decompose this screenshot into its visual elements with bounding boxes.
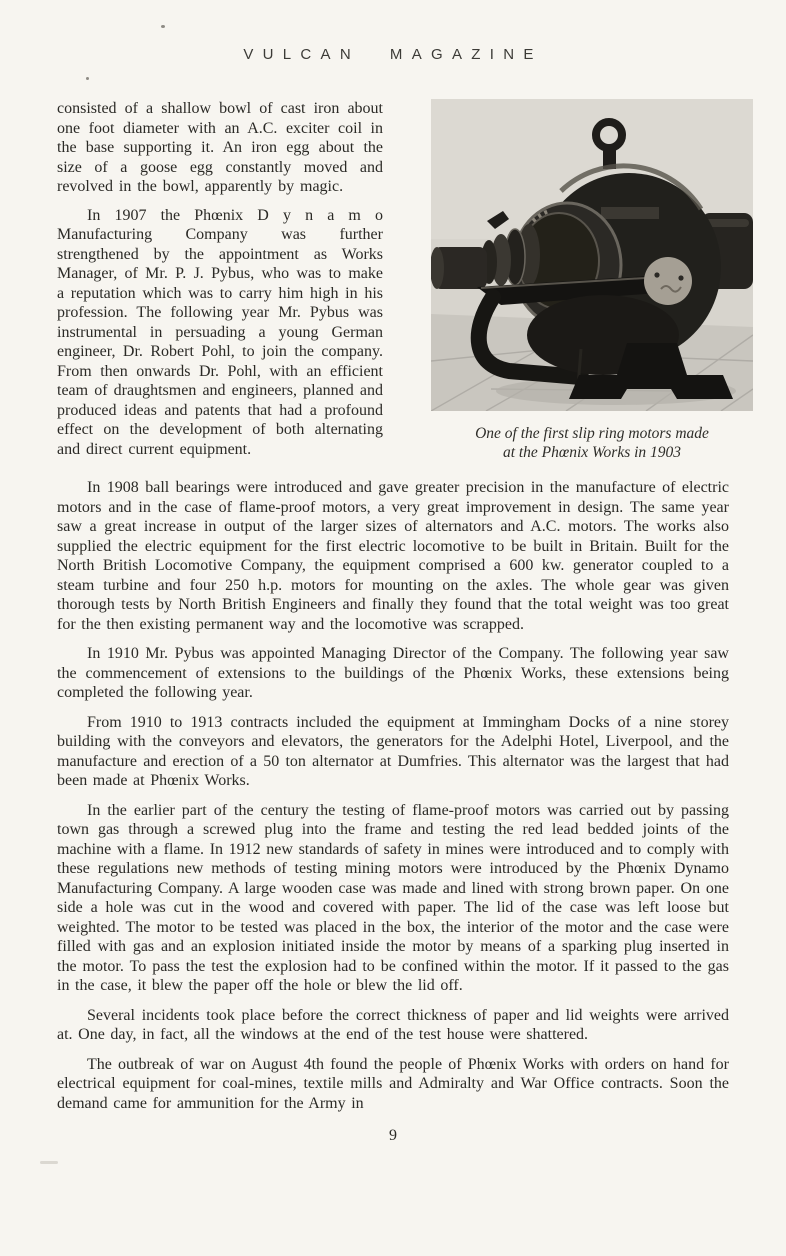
body-paragraph: In 1910 Mr. Pybus was appointed Managing Director of the Company. The following year saw the commencement of extensions to the buildings of the Phœnix Works, these extensions being completed the following year.: [57, 645, 729, 701]
body-paragraph: In 1907 the Phœnix D y n a m o Manufacturing Company was further strengthened by the appointment as Works Manager, of Mr. P. J. Pybus, who was to make a reputation which was to carry him high in his profession. The following year Mr. Pybus was instrumental in persuading a young German engineer, Dr. Robert Pohl, to join the company. From then onwards Dr. Pohl, with an efficient team of draughtsmen and engineers, planned and produced ideas and patents that had a profound effect on the development of both alternating and direct current equipment.: [57, 206, 383, 458]
scan-smudge: [40, 1161, 58, 1164]
scan-speck: [86, 77, 89, 80]
caption-line: One of the first slip ring motors made: [475, 425, 709, 442]
slip-ring-motor-photograph: [431, 99, 753, 411]
body-paragraph: In the earlier part of the century the testing of flame-proof motors was carried out by passing town gas through a screwed plug into the frame and testing the red lead bedded joints of the machine with a flame. In 1912 new standards of safety in mines were introduced and to comply with these regulations new methods of testing mining motors were introduced by the Phœnix Dynamo Manufacturing Company. A large wooden case was made and lined with strong brown paper. On one side a hole was cut in the wood and covered with paper. The lid of the case was left loose but weighted. The motor to be tested was placed in the box, the interior of the motor and the case were filled with gas and an explosion initiated inside the motor by means of a sparking plug inserted in the motor. To pass the test the explosion had to be confined within the motor. If it passed to the gas in the case, it blew the paper off the hole or blew the lid off.: [57, 801, 729, 994]
article-body: [57, 478, 729, 1113]
body-paragraph: The outbreak of war on August 4th found the people of Phœnix Works with orders on hand for electrical equipment for coal-mines, textile mills and Admiralty and War Office contracts. Soon the demand came for ammunition for the Army in: [57, 1055, 729, 1112]
body-paragraph: Several incidents took place before the correct thickness of paper and lid weights were arrived at. One day, in fact, all the windows at the end of the test house were shattered.: [57, 1006, 729, 1043]
figure-caption: [431, 424, 753, 462]
caption-line: at the Phœnix Works in 1903: [502, 444, 682, 461]
body-paragraph: In 1908 ball bearings were introduced and gave greater precision in the manufacture of electric motors and in the case of flame-proof motors, a very great improvement in design. The same year saw a great increase in output of the larger sizes of alternators and A.C. motors. The works also supplied the electric equipment for the first electric locomotive to be built in Britain. Built for the North British Locomotive Company, the equipment comprised a 600 kw. generator coupled to a steam turbine and four 250 h.p. motors for mounting on the axles. The whole gear was given thorough tests by North British Engineers and finally they found that the total weight was too great for the then existing permanent way and the locomotive was scrapped.: [57, 479, 729, 633]
body-paragraph: From 1910 to 1913 contracts included the equipment at Immingham Docks of a nine storey building with the conveyors and elevators, the generators for the Adelphi Hotel, Liverpool, and the manufacture and erection of a 50 ton alternator at Dumfries. This alternator was the largest that had been made at Phœnix Works.: [57, 713, 729, 789]
scan-speck: [161, 25, 165, 28]
magazine-title: VULCAN MAGAZINE: [243, 46, 543, 63]
body-paragraph: consisted of a shallow bowl of cast iron about one foot diameter with an A.C. exciter coil in the base supporting it. An iron egg about the size of a goose egg constantly moved and revolved in the bowl, apparently by magic.: [57, 100, 383, 195]
top-section: [57, 99, 729, 462]
motor-figure: [431, 99, 753, 462]
page-header: [57, 46, 729, 63]
page-footer: [57, 1127, 729, 1145]
left-column: [57, 99, 383, 459]
page-number: 9: [389, 1127, 397, 1144]
